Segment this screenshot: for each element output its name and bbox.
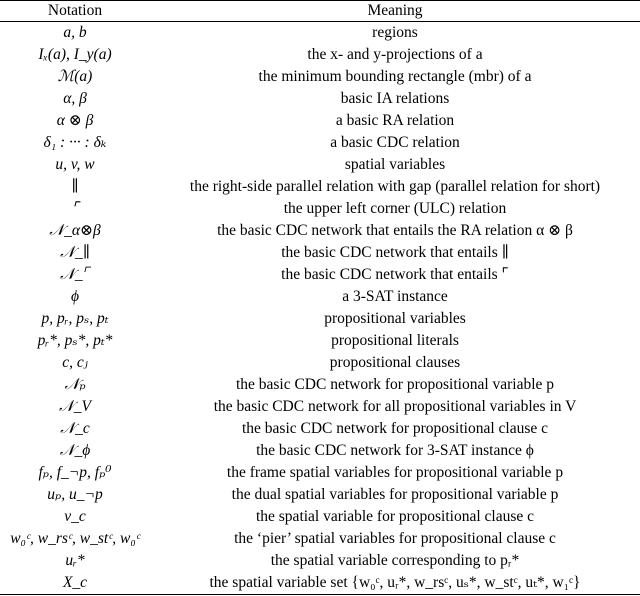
meaning-cell: propositional literals [331, 332, 459, 349]
notation-cell: w₀ᶜ, w_rsᶜ, w_stᶜ, w₀ᶜ [10, 530, 140, 547]
notation-cell: 𝒩_α⊗β [49, 222, 101, 239]
notation-cell: 𝒩_∥ [60, 244, 90, 261]
notation-cell: ⌜ [71, 200, 79, 217]
notation-cell: ∥ [71, 178, 79, 195]
table-row [0, 396, 640, 418]
meaning-cell: the spatial variable for propositional clause c [255, 508, 535, 525]
notation-cell: fₚ, f_¬p, fₚ⁰ [38, 464, 112, 481]
table-row [0, 154, 640, 176]
meaning-cell: propositional variables [324, 310, 466, 327]
notation-cell: ϕ [70, 288, 80, 305]
meaning-cell: the ‘pier’ spatial variables for propositional clause c [234, 530, 556, 547]
header-meaning: Meaning [150, 1, 640, 22]
meaning-cell: a basic RA relation [335, 112, 455, 129]
meaning-cell: the right-side parallel relation with gap (parallel relation for short) [189, 178, 601, 195]
header-notation: Notation [0, 1, 150, 22]
meaning-cell: the spatial variable set {w₀ᶜ, uᵣ*, w_rsᶜ, uₛ*, w_stᶜ, uₜ*, w₁ᶜ} [150, 572, 640, 595]
meaning-cell: the basic CDC network for propositional clause c [241, 420, 549, 437]
table-row [0, 330, 640, 352]
notation-cell: 𝒩_c [60, 420, 90, 437]
meaning-cell: the basic CDC network for 3-SAT instance ϕ [256, 442, 534, 459]
meaning-cell: the spatial variable corresponding to pᵣ* [270, 552, 520, 569]
notation-cell: 𝒩ₚ [64, 376, 86, 393]
notation-cell: uₚ, u_¬p [47, 486, 103, 503]
notation-cell: 𝒩_ϕ [59, 442, 91, 459]
meaning-cell: the basic CDC network that entails ∥ [281, 244, 509, 261]
header-row [0, 1, 640, 22]
notation-cell: p, pᵣ, pₛ, pₜ [41, 310, 109, 327]
table-row [0, 528, 640, 550]
table-row [0, 352, 640, 374]
table-row [0, 220, 640, 242]
table-row [0, 22, 640, 45]
notation-cell: v_c [64, 508, 86, 525]
table-row [0, 286, 640, 308]
meaning-cell: a basic CDC relation [330, 134, 460, 151]
table-row [0, 110, 640, 132]
notation-cell: α, β [63, 90, 87, 107]
meaning-cell: basic IA relations [340, 90, 450, 107]
meaning-cell: the frame spatial variables for propositional variable p [226, 464, 564, 481]
table-row [0, 88, 640, 110]
meaning-cell: spatial variables [344, 156, 446, 173]
meaning-cell: a 3-SAT instance [342, 288, 448, 305]
table-row [0, 572, 640, 595]
meaning-cell: propositional clauses [329, 354, 461, 371]
table-row [0, 550, 640, 572]
meaning-cell: the upper left corner (ULC) relation [283, 200, 507, 217]
notation-cell: 𝒩_⌜ [60, 266, 90, 283]
meaning-cell: the minimum bounding rectangle (mbr) of a [258, 68, 532, 85]
table-row [0, 418, 640, 440]
notation-cell: Iₓ(a), I_y(a) [38, 46, 112, 63]
meaning-cell: the x- and y-projections of a [307, 46, 483, 63]
table-row [0, 176, 640, 198]
notation-cell: a, b [63, 24, 87, 41]
meaning-cell: the basic CDC network that entails ⌜ [281, 266, 509, 283]
notation-cell: c, cⱼ [62, 354, 88, 371]
table-row [0, 462, 640, 484]
table-row [0, 308, 640, 330]
table-row [0, 66, 640, 88]
meaning-cell: the basic CDC network that entails the RA relation α ⊗ β [217, 222, 573, 239]
notation-cell: δ₁ : ··· : δₖ [43, 134, 107, 151]
notation-cell: uᵣ* [65, 552, 85, 569]
table-row [0, 440, 640, 462]
meaning-cell: regions [372, 24, 418, 41]
table-row [0, 374, 640, 396]
table-row [0, 198, 640, 220]
notation-cell: u, v, w [55, 156, 95, 173]
notation-cell: pᵣ*, pₛ*, pₜ* [37, 332, 113, 349]
meaning-cell: the basic CDC network for propositional variable p [235, 376, 555, 393]
notation-cell: 𝒩_V [58, 398, 92, 415]
meaning-cell: the dual spatial variables for propositional variable p [231, 486, 559, 503]
table-row [0, 242, 640, 264]
notation-cell: ℳ(a) [57, 68, 93, 85]
table-row [0, 264, 640, 286]
table-body [0, 22, 640, 595]
notation-cell: X_c [0, 572, 150, 595]
meaning-cell: the basic CDC network for all propositional variables in V [213, 398, 577, 415]
notation-cell: α ⊗ β [56, 112, 94, 129]
table-row [0, 132, 640, 154]
table-row [0, 484, 640, 506]
table-row [0, 506, 640, 528]
table-row [0, 44, 640, 66]
